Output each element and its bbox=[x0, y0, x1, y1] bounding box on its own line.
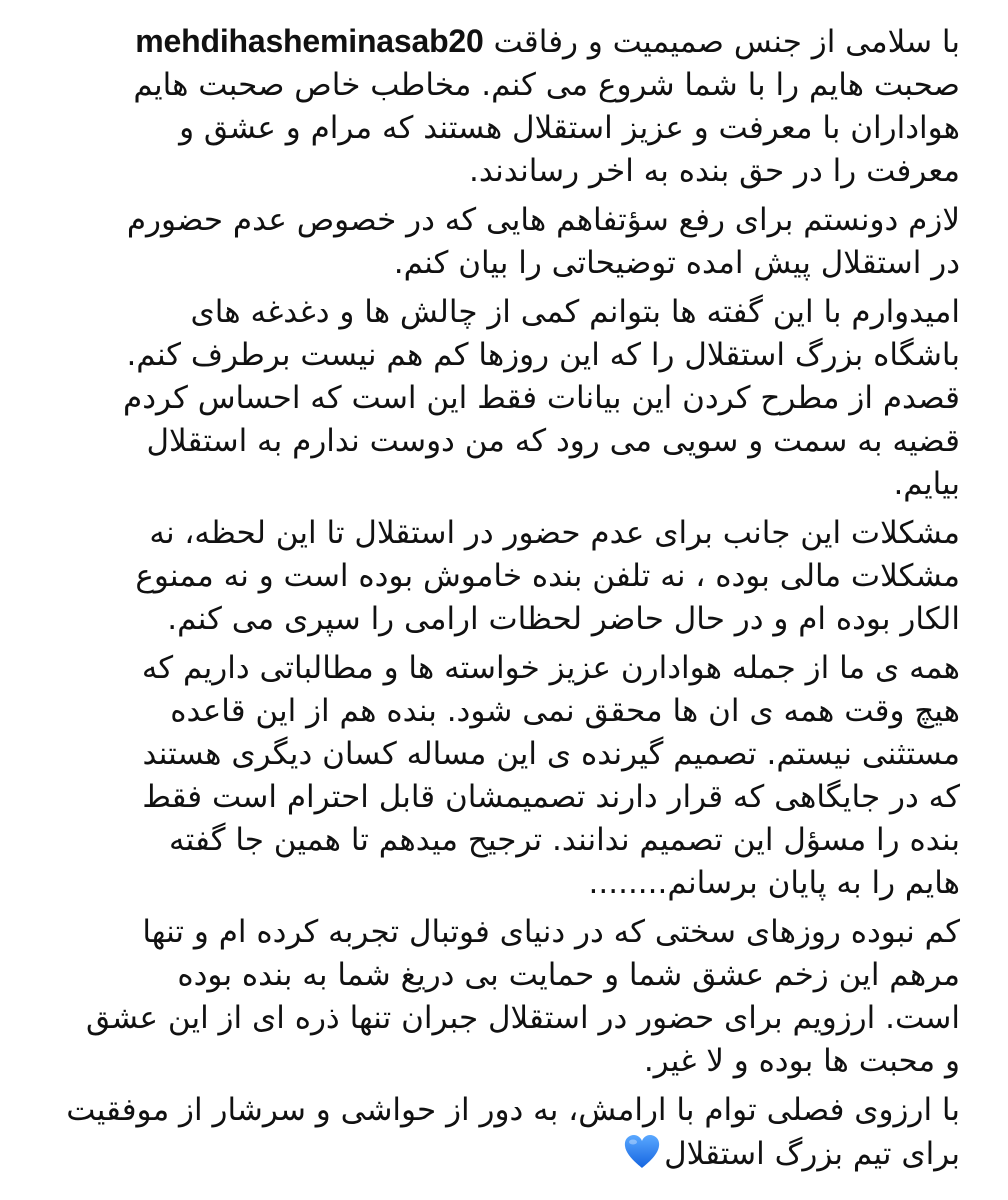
caption-paragraph-4 bbox=[38, 512, 960, 641]
caption-paragraph-1 bbox=[38, 20, 960, 193]
caption-line: بیایم. bbox=[893, 466, 960, 502]
caption-line: امیدوارم با این گفته ها بتوانم کمی از چالش ها و دغدغه های bbox=[190, 294, 960, 330]
post-caption bbox=[38, 20, 960, 1182]
caption-line bbox=[38, 1132, 960, 1176]
caption-line: کم نبوده روزهای سختی که در دنیای فوتبال تجربه کرده ام و تنها bbox=[142, 914, 960, 950]
caption-line: باشگاه بزرگ استقلال را که این روزها کم هم نیست برطرف کنم. bbox=[126, 337, 960, 373]
caption-line: است. ارزویم برای حضور در استقلال جبران تنها ذره ای از این عشق bbox=[85, 1000, 960, 1036]
caption-line: مستثنی نیستم. تصمیم گیرنده ی این مساله کسان دیگری هستند bbox=[142, 736, 960, 772]
caption-line: بنده را مسؤل این تصمیم ندانند. ترجیح میدهم تا همین جا گفته bbox=[169, 822, 960, 858]
caption-line: لازم دونستم برای رفع سؤتفاهم هایی که در خصوص عدم حضورم bbox=[126, 202, 960, 238]
caption-line: و محبت ها بوده و لا غیر. bbox=[643, 1043, 960, 1079]
caption-line: مشکلات این جانب برای عدم حضور در استقلال تا این لحظه، نه bbox=[149, 515, 960, 551]
caption-line: مشکلات مالی بوده ، نه تلفن بنده خاموش بوده است و نه ممنوع bbox=[135, 558, 960, 594]
caption-paragraph-5 bbox=[38, 647, 960, 905]
caption-line: معرفت را در حق بنده به اخر رساندند. bbox=[469, 153, 960, 189]
caption-line: در استقلال پیش امده توضیحاتی را بیان کنم. bbox=[393, 245, 960, 281]
caption-line: همه ی ما از جمله هوادارن عزیز خواسته ها و مطالباتی داریم که bbox=[141, 650, 960, 686]
caption-paragraph-7 bbox=[38, 1089, 960, 1176]
closing-text: برای تیم بزرگ استقلال bbox=[664, 1136, 960, 1172]
caption-line: صحبت هایم را با شما شروع می کنم. مخاطب خاص صحبت هایم bbox=[133, 67, 960, 103]
caption-line: که در جایگاهی که قرار دارند تصمیمشان قابل احترام است فقط bbox=[142, 779, 960, 815]
caption-paragraph-6 bbox=[38, 911, 960, 1083]
caption-line: قصدم از مطرح کردن این بیانات فقط این است که احساس کردم bbox=[123, 380, 960, 416]
caption-line: مرهم این زخم عشق شما و حمایت بی دریغ شما به بنده بوده bbox=[177, 957, 960, 993]
caption-line: الکار بوده ام و در حال حاضر لحظات ارامی را سپری می کنم. bbox=[167, 601, 960, 637]
username-link[interactable]: mehdihasheminasab20 bbox=[135, 23, 484, 59]
caption-line: هیچ وقت همه ی ان ها محقق نمی شود. بنده هم از این قاعده bbox=[170, 693, 960, 729]
caption-paragraph-2 bbox=[38, 199, 960, 285]
caption-line bbox=[38, 20, 960, 64]
caption-line: با ارزوی فصلی توام با ارامش، به دور از حواشی و سرشار از موفقیت bbox=[66, 1092, 960, 1128]
greeting-text: با سلامی از جنس صمیمیت و رفاقت bbox=[493, 24, 960, 60]
caption-line: هواداران با معرفت و عزیز استقلال هستند که مرام و عشق و bbox=[179, 110, 960, 146]
caption-paragraph-3 bbox=[38, 291, 960, 506]
blue-heart-icon bbox=[622, 1132, 662, 1172]
caption-line: قضیه به سمت و سویی می رود که من دوست ندارم به استقلال bbox=[146, 423, 960, 459]
caption-line: هایم را به پایان برسانم........ bbox=[588, 865, 960, 901]
